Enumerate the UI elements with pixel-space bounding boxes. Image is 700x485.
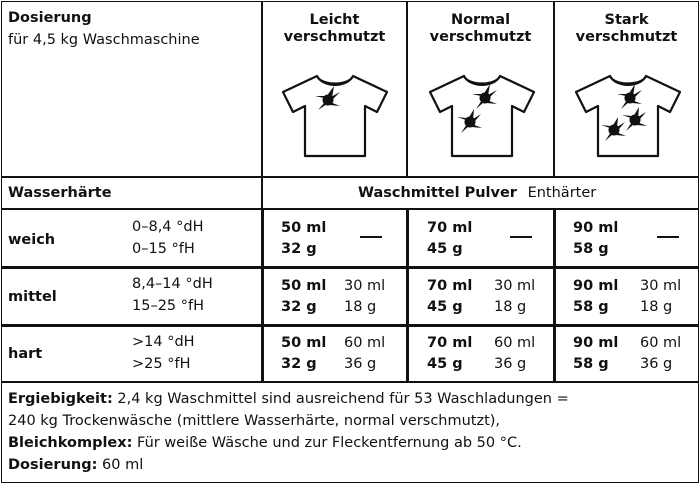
divider bbox=[261, 208, 264, 383]
dose-g: 32 g bbox=[281, 299, 317, 315]
softener-g: 18 g bbox=[344, 299, 377, 315]
dose-g: 58 g bbox=[573, 299, 609, 315]
softener-ml: 30 ml bbox=[344, 278, 386, 294]
table-subtitle: für 4,5 kg Waschmaschine bbox=[8, 32, 200, 48]
no-softener-dash bbox=[510, 236, 532, 238]
table-title: Dosierung bbox=[8, 10, 92, 26]
softener-ml: 30 ml bbox=[494, 278, 536, 294]
hardness-fh: >25 °fH bbox=[132, 356, 191, 372]
divider bbox=[2, 324, 698, 327]
divider bbox=[261, 176, 263, 209]
divider bbox=[2, 176, 698, 178]
dose-ml: 50 ml bbox=[281, 335, 327, 351]
tshirt-one-stain-icon bbox=[279, 72, 391, 162]
dosage-table bbox=[1, 1, 699, 483]
dose-ml: 50 ml bbox=[281, 220, 327, 236]
bleach-label: Bleichkomplex: bbox=[8, 435, 133, 451]
softener-label: Enthärter bbox=[527, 185, 597, 201]
dose-g: 45 g bbox=[427, 241, 463, 257]
dose-ml: 70 ml bbox=[427, 220, 473, 236]
tshirt-three-stains-icon bbox=[572, 72, 684, 162]
no-softener-dash bbox=[360, 236, 382, 238]
row-label-hard: hart bbox=[8, 346, 43, 362]
softener-g: 36 g bbox=[494, 356, 527, 372]
divider bbox=[2, 266, 698, 269]
yield-note-continued: 240 kg Trockenwäsche (mittlere Wasserhärte, normal verschmutzt), bbox=[8, 413, 501, 429]
dose-ml: 90 ml bbox=[573, 335, 619, 351]
dose-g: 45 g bbox=[427, 356, 463, 372]
dose-g: 58 g bbox=[573, 241, 609, 257]
dose-note bbox=[8, 457, 143, 474]
dose-text: 60 ml bbox=[97, 457, 144, 473]
column-header-heavy: Stark verschmutzt bbox=[575, 12, 678, 45]
hardness-dh: >14 °dH bbox=[132, 334, 195, 350]
dose-g: 58 g bbox=[573, 356, 609, 372]
dose-g: 32 g bbox=[281, 241, 317, 257]
product-name: Waschmittel Pulver bbox=[358, 185, 517, 201]
water-hardness-header: Wasserhärte bbox=[8, 185, 112, 201]
row-label-medium: mittel bbox=[8, 289, 57, 305]
dose-ml: 50 ml bbox=[281, 278, 327, 294]
dose-ml: 90 ml bbox=[573, 278, 619, 294]
softener-ml: 60 ml bbox=[494, 335, 536, 351]
hardness-fh: 0–15 °fH bbox=[132, 241, 195, 257]
hardness-fh: 15–25 °fH bbox=[132, 298, 205, 314]
softener-ml: 30 ml bbox=[640, 278, 682, 294]
dose-ml: 70 ml bbox=[427, 335, 473, 351]
dose-g: 45 g bbox=[427, 299, 463, 315]
hardness-dh: 8,4–14 °dH bbox=[132, 276, 213, 292]
no-softener-dash bbox=[657, 236, 679, 238]
dose-ml: 90 ml bbox=[573, 220, 619, 236]
yield-text: 2,4 kg Waschmittel sind ausreichend für 53 Waschladungen = bbox=[112, 391, 569, 407]
hardness-dh: 0–8,4 °dH bbox=[132, 219, 204, 235]
divider bbox=[406, 208, 409, 383]
softener-g: 18 g bbox=[640, 299, 673, 315]
row-label-soft: weich bbox=[8, 232, 56, 248]
divider bbox=[2, 381, 698, 383]
divider bbox=[553, 208, 556, 383]
dose-label: Dosierung: bbox=[8, 457, 98, 473]
bleach-note bbox=[8, 435, 522, 452]
product-header bbox=[358, 185, 596, 202]
dose-ml: 70 ml bbox=[427, 278, 473, 294]
divider bbox=[2, 208, 698, 210]
yield-note bbox=[8, 391, 569, 408]
tshirt-two-stains-icon bbox=[426, 72, 538, 162]
dose-g: 32 g bbox=[281, 356, 317, 372]
softener-g: 36 g bbox=[640, 356, 673, 372]
column-header-light: Leicht verschmutzt bbox=[283, 12, 386, 45]
softener-ml: 60 ml bbox=[344, 335, 386, 351]
softener-g: 18 g bbox=[494, 299, 527, 315]
softener-ml: 60 ml bbox=[640, 335, 682, 351]
column-header-normal: Normal verschmutzt bbox=[429, 12, 532, 45]
softener-g: 36 g bbox=[344, 356, 377, 372]
bleach-text: Für weiße Wäsche und zur Fleckentfernung ab 50 °C. bbox=[132, 435, 522, 451]
yield-label: Ergiebigkeit: bbox=[8, 391, 113, 407]
